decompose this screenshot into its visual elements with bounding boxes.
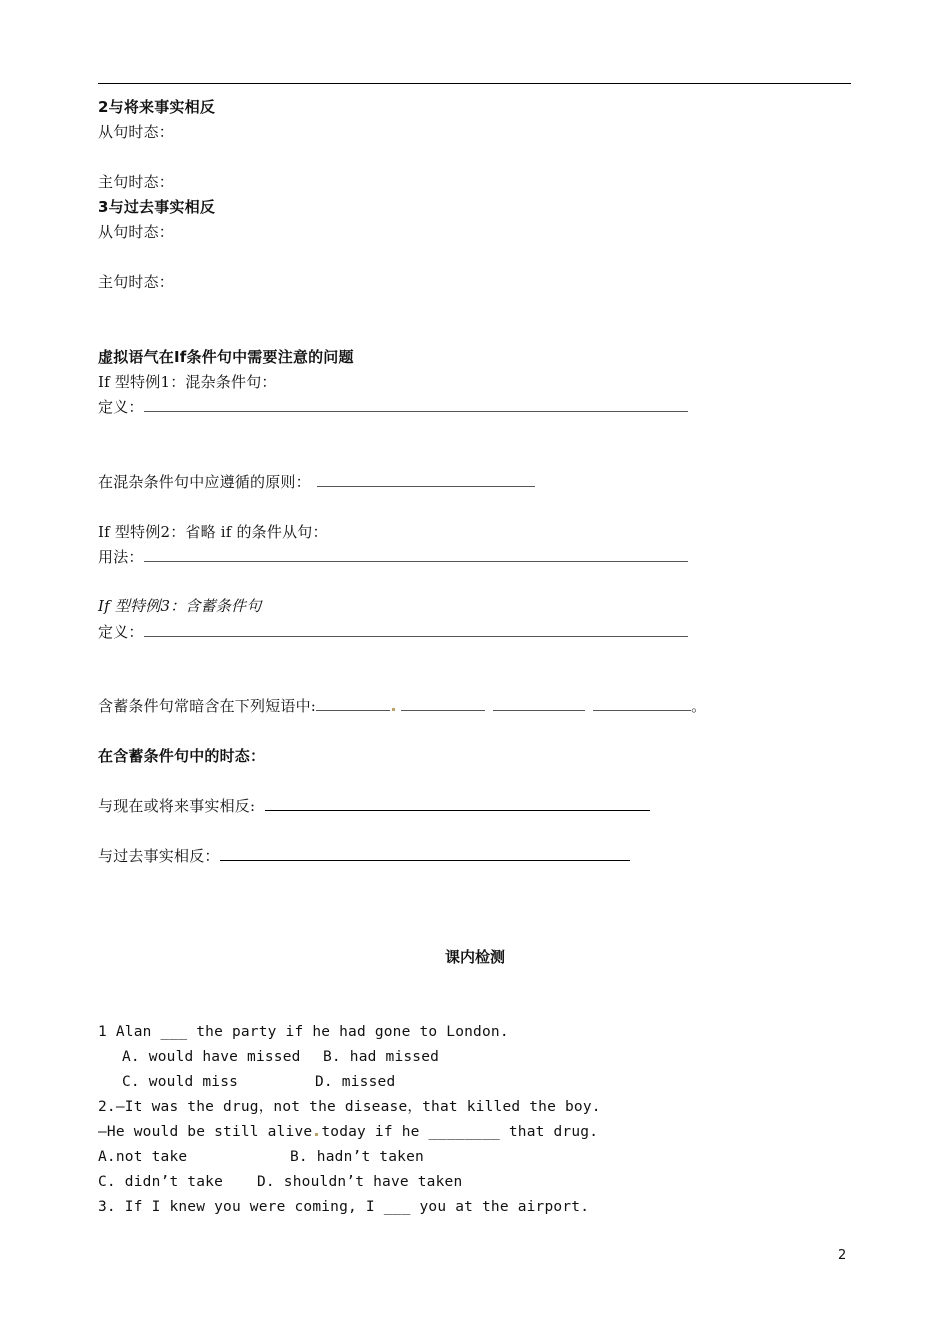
past-clause-tense: 从句时态：	[98, 223, 175, 241]
q1-option-d: D. missed	[315, 1074, 396, 1090]
q2-line-2-start: —He would be still alive	[98, 1124, 313, 1140]
past-label: 与过去事实相反：	[98, 847, 220, 865]
notes-heading: 虚拟语气在If条件句中需要注意的问题	[98, 348, 354, 366]
implied-phrases-row	[98, 696, 706, 716]
special-case-1: If 型特例1：混杂条件句：	[98, 373, 277, 391]
q2-option-c: C. didn’t take	[98, 1174, 224, 1190]
present-future-label: 与现在或将来事实相反:	[98, 797, 256, 815]
special-case-3: If 型特例3：含蓄条件句	[98, 597, 262, 615]
quiz-title: 课内检测	[444, 948, 505, 966]
implied-end: 。	[691, 697, 707, 715]
present-future-row	[98, 796, 650, 816]
future-main-tense: 主句时态：	[98, 173, 175, 191]
implied-blank-3[interactable]	[493, 696, 585, 711]
past-row	[98, 846, 630, 866]
question-3: 3. If I knew you were coming, I ___ you at the airport.	[98, 1199, 590, 1215]
page-number: 2	[838, 1248, 847, 1263]
definition-3-row	[98, 622, 688, 642]
q1-option-a: A. would have missed	[122, 1049, 301, 1065]
q2-line-2-end: today if he ________ that drug.	[321, 1124, 599, 1140]
implied-phrases-label: 含蓄条件句常暗含在下列短语中:	[98, 697, 317, 715]
tense-heading: 在含蓄条件句中的时态：	[98, 747, 266, 765]
usage-2-row	[98, 547, 688, 567]
q1-option-c: C. would miss	[122, 1074, 239, 1090]
special-case-2: If 型特例2：省略 if 的条件从句：	[98, 523, 328, 541]
principle-blank[interactable]	[317, 472, 535, 487]
future-clause-tense: 从句时态：	[98, 123, 175, 141]
header-rule	[98, 83, 851, 84]
implied-blank-1[interactable]	[316, 696, 390, 711]
present-future-blank[interactable]	[265, 796, 650, 811]
definition-3-blank[interactable]	[144, 622, 688, 637]
question-2-line-2	[98, 1122, 598, 1142]
usage-2-label: 用法：	[98, 548, 144, 566]
definition-1-row	[98, 397, 688, 417]
past-blank[interactable]	[220, 846, 630, 861]
implied-blank-2[interactable]	[401, 696, 485, 711]
past-heading: 3与过去事实相反	[98, 198, 216, 216]
q2-option-a: A.not take	[98, 1149, 188, 1165]
dot-mark	[392, 708, 395, 711]
principle-label: 在混杂条件句中应遵循的原则：	[98, 473, 311, 491]
principle-row	[98, 472, 535, 492]
dot-mark-2	[315, 1133, 318, 1136]
implied-blank-4[interactable]	[593, 696, 691, 711]
usage-2-blank[interactable]	[144, 547, 688, 562]
definition-1-label: 定义：	[98, 398, 144, 416]
question-2-line-1: 2.—It was the drug，not the disease，that killed the boy.	[98, 1099, 601, 1115]
past-main-tense: 主句时态：	[98, 273, 175, 291]
q2-option-d: D. shouldn’t have taken	[257, 1174, 463, 1190]
definition-3-label: 定义：	[98, 623, 144, 641]
q2-option-b: B. hadn’t taken	[290, 1149, 424, 1165]
definition-1-blank[interactable]	[144, 397, 688, 412]
future-heading: 2与将来事实相反	[98, 98, 216, 116]
q1-option-b: B. had missed	[323, 1049, 440, 1065]
question-1: 1 Alan ___ the party if he had gone to London.	[98, 1024, 509, 1040]
